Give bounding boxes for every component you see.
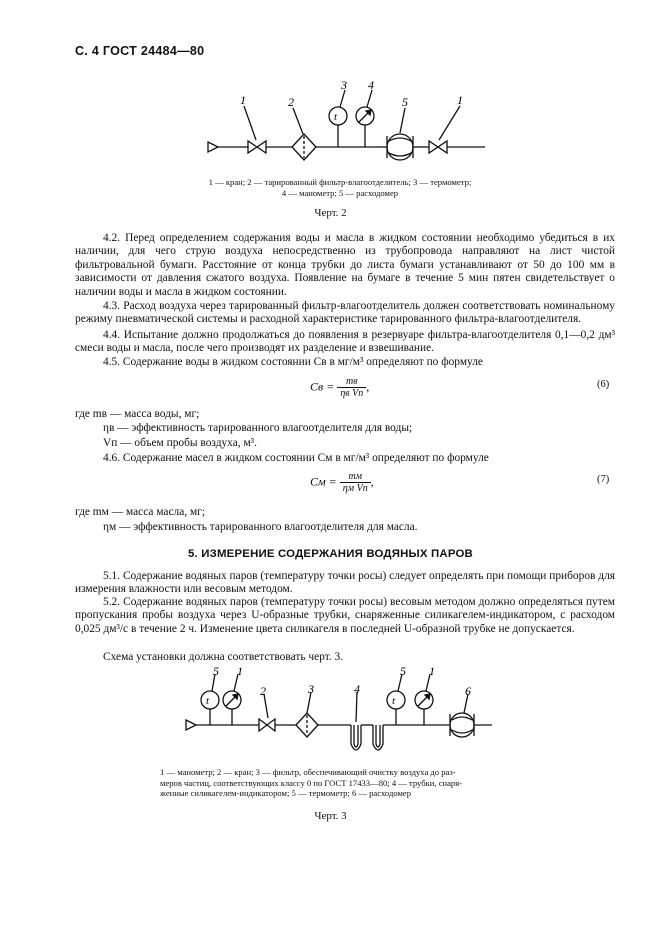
formula-6-fraction [337,376,366,399]
where-6-line-3: Vп — объем пробы воздуха, м³. [103,437,257,449]
paragraph-4-2: 4.2. Перед определением содержания воды и масла в жидком состоянии необходимо убедиться в их наличии, для чего струю воздуха непосредственно из трубопровода направляют на лист чистой фильтровальной бумаги. Расстояние от конца трубки до листа бумаги устанавливают от 50 до 100 мм в зависимости от давления сжатого воздуха. Появление на бумаге в течение 5 мин пятен свидетельствует о наличии воды и масла в жидком состоянии. [75,232,615,298]
formula-6-lhs: Cв = [310,379,335,394]
paragraph-4-3: 4.3. Расход воздуха через тарированный фильтр-влагоотделитель должен соответствовать номинальному режиму пневматической системы и расходной характеристике тарированного фильтра-влагоотделителя. [75,300,615,326]
formula-6 [310,376,369,399]
fig2-label-1: 1 [240,93,246,107]
section-5-heading: 5. ИЗМЕРЕНИЕ СОДЕРЖАНИЯ ВОДЯНЫХ ПАРОВ [188,548,473,560]
formula-7-numerator: mм [340,471,371,483]
where-7-line-1: где mм — масса масла, мг; [75,506,206,518]
fig3-label-3: 3 [308,682,314,696]
fig2-label-2: 2 [288,95,294,109]
figure-2-title: Черт. 2 [314,207,347,219]
formula-7-fraction [340,471,371,494]
equation-number-6: (6) [597,379,610,390]
caption-line: 1 — манометр; 2 — кран; 3 — фильтр, обеспечивающий очистку воздуха до раз- [160,767,456,777]
formula-7-tail: , [370,474,374,489]
paragraph-5-3: Схема установки должна соответствовать черт. 3. [103,651,344,663]
figure-2-diagram [200,78,490,173]
thermometer-icon [387,691,405,709]
fig2-thermo-symbol: t [334,111,338,123]
figure-2-caption [150,177,530,198]
fig2-label-5: 5 [402,95,408,109]
where-6-line-2: ηв — эффективность тарированного влагоотделителя для воды; [103,422,413,434]
fig3-thermo-symbol: t [392,695,396,707]
fig3-label-6: 6 [465,684,471,698]
caption-line: 1 — кран; 2 — тарированный фильтр-влагоотделитель; 3 — термометр; [208,177,472,187]
fig3-label-1: 1 [237,664,243,678]
paragraph-5-2: 5.2. Содержание водяных паров (температуру точки росы) весовым методом должно определяться путем пропускания пробы воздуха через U-образные трубки, снаряженные силикагелем-индикатором, с расходом 0,025 дм³/с в течение 2 ч. Изменение цвета силикагеля в последней U-образной трубке не допускается. [75,596,615,635]
paragraph-4-5: 4.5. Содержание воды в жидком состоянии Cв в мг/м³ определяют по формуле [103,356,483,368]
thermometer-icon [329,107,347,125]
u-tube-icon [351,725,361,750]
fig3-label-5: 5 [213,664,219,678]
formula-7-lhs: Cм = [310,474,337,489]
formula-6-numerator: mв [337,376,366,388]
caption-line: 4 — манометр; 5 — расходомер [281,187,399,198]
fig2-label-3: 3 [341,78,347,92]
fig3-label-4: 4 [354,682,360,696]
page-header: С. 4 ГОСТ 24484—80 [75,44,205,58]
fig2-label-1b: 1 [457,93,463,107]
paragraph-4-6: 4.6. Содержание масел в жидком состоянии Cм в мг/м³ определяют по формуле [103,452,489,464]
thermometer-icon [201,691,219,709]
fig2-label-4: 4 [368,78,374,92]
figure-3-caption [160,767,530,799]
inlet-arrow-icon [208,142,218,152]
formula-6-tail: , [366,379,370,394]
fig3-label-1b: 1 [429,664,435,678]
formula-7-denominator: ηм Vп [342,483,368,494]
fig3-label-5b: 5 [400,664,406,678]
caption-line: женные силикагелем-индикатором; 5 — термометр; 6 — расходомер [160,788,412,798]
valve-icon [429,141,447,153]
fig3-label-2: 2 [260,684,266,698]
figure-3-diagram [180,664,500,764]
where-6-line-1: где mв — масса воды, мг; [75,408,200,420]
inlet-arrow-icon [186,720,196,730]
figure-3-title: Черт. 3 [314,810,347,822]
paragraph-4-4: 4.4. Испытание должно продолжаться до появления в резервуаре фильтра-влагоотделителя 0,1—0,2 дм³ смеси воды и масла, после чего производят их разделение и взвешивание. [75,329,615,355]
fig3-thermo-symbol: t [206,695,210,707]
formula-6-denominator: ηв Vп [340,388,364,399]
equation-number-7: (7) [597,474,610,485]
formula-7 [310,471,374,494]
paragraph-5-1: 5.1. Содержание водяных паров (температуру точки росы) следует определять при помощи приборов для измерения влажности или весовым методом. [75,570,615,596]
u-tube-icon [373,725,383,750]
valve-icon [248,141,266,153]
caption-line: меров частиц, соответствующих классу 0 по ГОСТ 17433—80; 4 — трубки, снаря- [160,777,463,788]
valve-icon [259,719,275,731]
where-7-line-2: ηм — эффективность тарированного влагоотделителя для масла. [103,521,418,533]
